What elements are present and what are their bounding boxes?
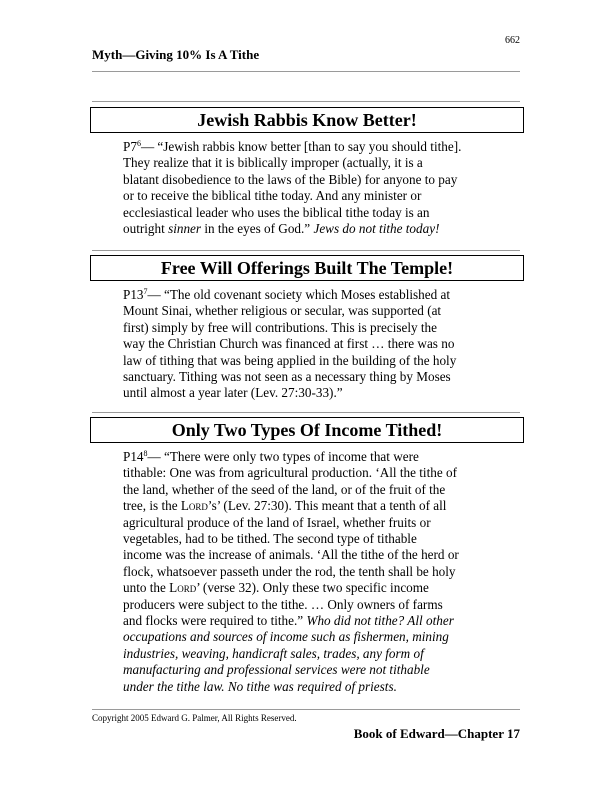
copyright-notice: Copyright 2005 Edward G. Palmer, All Rights Reserved. bbox=[92, 713, 297, 723]
section-3-line-13: industries, weaving, handicraft sales, trades, any form of bbox=[123, 645, 424, 661]
section-3-line-4: tree, is the Lord’s’ (Lev. 27:30). This meant that a tenth of all bbox=[123, 498, 447, 514]
header-rule bbox=[92, 71, 520, 72]
book-chapter-label: Book of Edward—Chapter 17 bbox=[353, 726, 520, 741]
section-2-line-2: Mount Sinai, whether religious or secular, was supported (at bbox=[123, 303, 442, 319]
lord-small-caps: Lord bbox=[169, 580, 197, 596]
lord-small-caps: Lord bbox=[180, 498, 208, 514]
section-2-line-5: law of tithing that was being applied in the building of the holy bbox=[123, 352, 457, 368]
running-title: Myth—Giving 10% Is A Tithe bbox=[92, 47, 260, 62]
section-2-line-4: way the Christian Church was financed at first … there was no bbox=[123, 336, 455, 352]
section-3-paragraph bbox=[123, 449, 521, 695]
section-3-line-15: under the tithe law. No tithe was required of priests. bbox=[123, 678, 397, 694]
section-2-line-3: first) simply by free will contributions. This is precisely the bbox=[123, 319, 438, 335]
section-2-line-6: sanctuary. Tithing was not seen as a necessary thing by Moses bbox=[123, 369, 451, 385]
section-1-line-2: They realize that it is biblically improper (actually, it is a bbox=[123, 155, 423, 171]
section-3-line-14: manufacturing and professional services were not tithable bbox=[123, 662, 430, 678]
footnote-marker: 7 bbox=[143, 287, 148, 296]
section-1-line-6: outright sinner in the eyes of God.” Jews do not tithe today! bbox=[123, 221, 440, 237]
section-3-line-11: and flocks were required to tithe.” Who did not tithe? All other bbox=[123, 613, 454, 629]
section-3-line-2: tithable: One was from agricultural production. ‘All the tithe of bbox=[123, 465, 457, 481]
footnote-marker: 8 bbox=[143, 449, 148, 458]
section-1-line-3: blatant disobedience to the laws of the Bible) for anyone to pay bbox=[123, 171, 458, 187]
section-1-top-rule bbox=[92, 101, 520, 102]
section-2-heading: Free Will Offerings Built The Temple! bbox=[90, 255, 524, 281]
section-3-line-10: producers were subject to the tithe. … Only owners of farms bbox=[123, 596, 443, 612]
section-3-line-5: agricultural produce of the land of Israel, whether fruits or bbox=[123, 514, 431, 530]
section-3-top-rule bbox=[92, 412, 520, 413]
section-1-line-1: $P7^6—$ “Jewish rabbis know better [than to say you should tithe]. bbox=[123, 139, 462, 154]
section-3-line-3: the land, whether of the seed of the land, or of the fruit of the bbox=[123, 481, 446, 497]
section-3-line-8: flock, whatsoever passeth under the rod, the tenth shall be holy bbox=[123, 563, 456, 579]
section-2-paragraph bbox=[123, 287, 521, 402]
footnote-marker: 6 bbox=[136, 139, 141, 148]
section-1-line-4: or to receive the biblical tithe today. And any minister or bbox=[123, 188, 422, 204]
section-1-heading: Jewish Rabbis Know Better! bbox=[90, 107, 524, 133]
section-1-ref: P7 bbox=[123, 139, 137, 154]
section-3-line-1: $P14^8—$ “There were only two types of income that were bbox=[123, 449, 419, 464]
section-2-line-7: until almost a year later (Lev. 27:30-33).” bbox=[123, 385, 343, 401]
section-2-line-1: $P13^7—$ “The old covenant society which Moses established at bbox=[123, 287, 451, 302]
page-number: 662 bbox=[505, 35, 520, 46]
section-2-top-rule bbox=[92, 250, 520, 251]
section-1-line-5: ecclesiastical leader who uses the biblical tithe today is an bbox=[123, 204, 430, 220]
footer-rule bbox=[92, 709, 520, 710]
section-2-ref: P13 bbox=[123, 287, 144, 302]
section-3-line-12: occupations and sources of income such as fishermen, mining bbox=[123, 629, 449, 645]
section-1-paragraph bbox=[123, 139, 521, 237]
section-3-line-6: vegetables, had to be tithed. The second type of tithable bbox=[123, 531, 417, 547]
section-3-line-9: unto the Lord’ (verse 32). Only these two specific income bbox=[123, 580, 429, 596]
section-3-line-7: income was the increase of animals. ‘All the tithe of the herd or bbox=[123, 547, 459, 563]
section-3-heading: Only Two Types Of Income Tithed! bbox=[90, 417, 524, 443]
section-3-ref: P14 bbox=[123, 449, 144, 464]
